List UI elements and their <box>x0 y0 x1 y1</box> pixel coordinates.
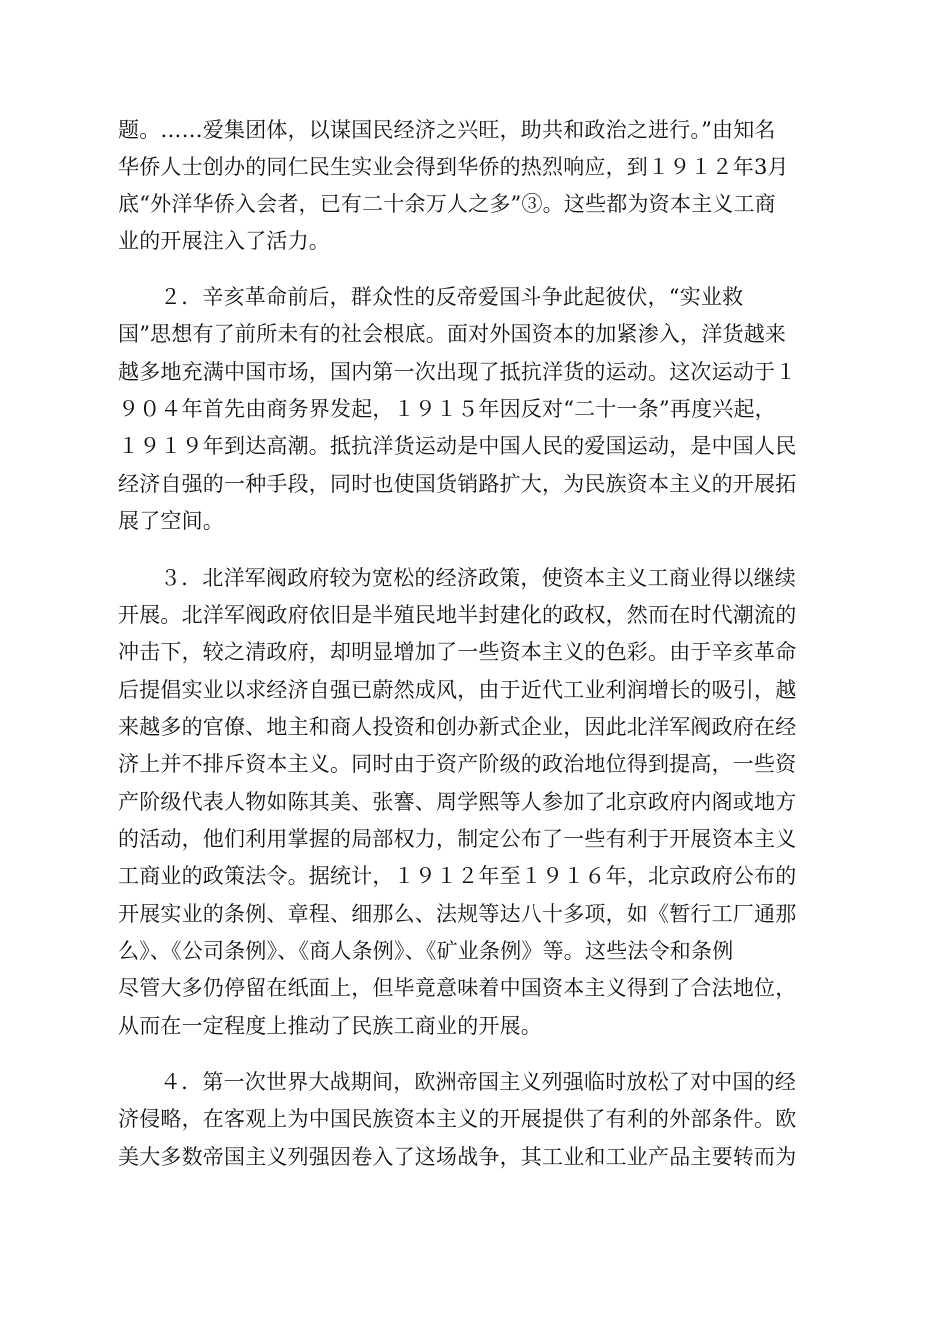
text-line: 底“外洋华侨入会者，已有二十余万人之多”③。这些都为资本主义工商 <box>118 192 776 216</box>
text-line: 华侨人士创办的同仁民生实业会得到华侨的热烈响应，到１９１２年3月 <box>118 155 789 179</box>
text-line: 展了空间。 <box>118 509 224 533</box>
text-line: ４．第一次世界大战期间，欧洲帝国主义列强临时放松了对中国的经 <box>160 1070 796 1094</box>
text-line: 冲击下，较之清政府，却明显增加了一些资本主义的色彩。由于辛亥革命 <box>118 640 797 664</box>
text-line: 么》、《公司条例》、《商人条例》、《矿业条例》等。这些法令和条例 <box>118 939 734 963</box>
text-line: 题。……爱集团体，以谋国民经济之兴旺，助共和政治之进行。”由知名 <box>118 118 776 142</box>
text-line: 济侵略，在客观上为中国民族资本主义的开展提供了有利的外部条件。欧 <box>118 1107 797 1131</box>
text-line: 产阶级代表人物如陈其美、张謇、周学熙等人参加了北京政府内阁或地方 <box>118 790 797 814</box>
text-line: 尽管大多仍停留在纸面上，但毕竟意味着中国资本主义得到了合法地位， <box>118 976 797 1000</box>
text-line: 业的开展注入了活力。 <box>118 229 330 253</box>
text-line: ２．辛亥革命前后，群众性的反帝爱国斗争此起彼伏，“实业救 <box>160 285 744 309</box>
text-line: 来越多的官僚、地主和商人投资和创办新式企业，因此北洋军阀政府在经 <box>118 715 797 739</box>
text-line: 国”思想有了前所未有的社会根底。面对外国资本的加紧渗入，洋货越来 <box>118 322 787 346</box>
text-line: 越多地充满中国市场，国内第一次出现了抵抗洋货的运动。这次运动于１ <box>118 360 797 384</box>
text-line: 经济自强的一种手段，同时也使国货销路扩大，为民族资本主义的开展拓 <box>118 472 797 496</box>
text-line: 美大多数帝国主义列强因卷入了这场战争，其工业和工业产品主要转而为 <box>118 1145 797 1169</box>
text-line: 后提倡实业以求经济自强已蔚然成风，由于近代工业利润增长的吸引，越 <box>118 678 797 702</box>
text-line: ３．北洋军阀政府较为宽松的经济政策，使资本主义工商业得以继续 <box>160 566 796 590</box>
text-line: 从而在一定程度上推动了民族工商业的开展。 <box>118 1014 542 1038</box>
text-line: 开展实业的条例、章程、细那么、法规等达八十多项，如《暂行工厂通那 <box>118 902 797 926</box>
text-line: 的活动，他们利用掌握的局部权力，制定公布了一些有利于开展资本主义 <box>118 827 797 851</box>
text-line: ９０４年首先由商务界发起，１９１５年因反对“二十一条”再度兴起， <box>118 397 776 421</box>
text-line: 工商业的政策法令。据统计，１９１２年至１９１６年，北京政府公布的 <box>118 864 797 888</box>
text-line: 开展。北洋军阀政府依旧是半殖民地半封建化的政权，然而在时代潮流的 <box>118 603 797 627</box>
text-line: １９１９年到达高潮。抵抗洋货运动是中国人民的爱国运动，是中国人民 <box>118 434 797 458</box>
text-line: 济上并不排斥资本主义。同时由于资产阶级的政治地位得到提高，一些资 <box>118 752 797 776</box>
